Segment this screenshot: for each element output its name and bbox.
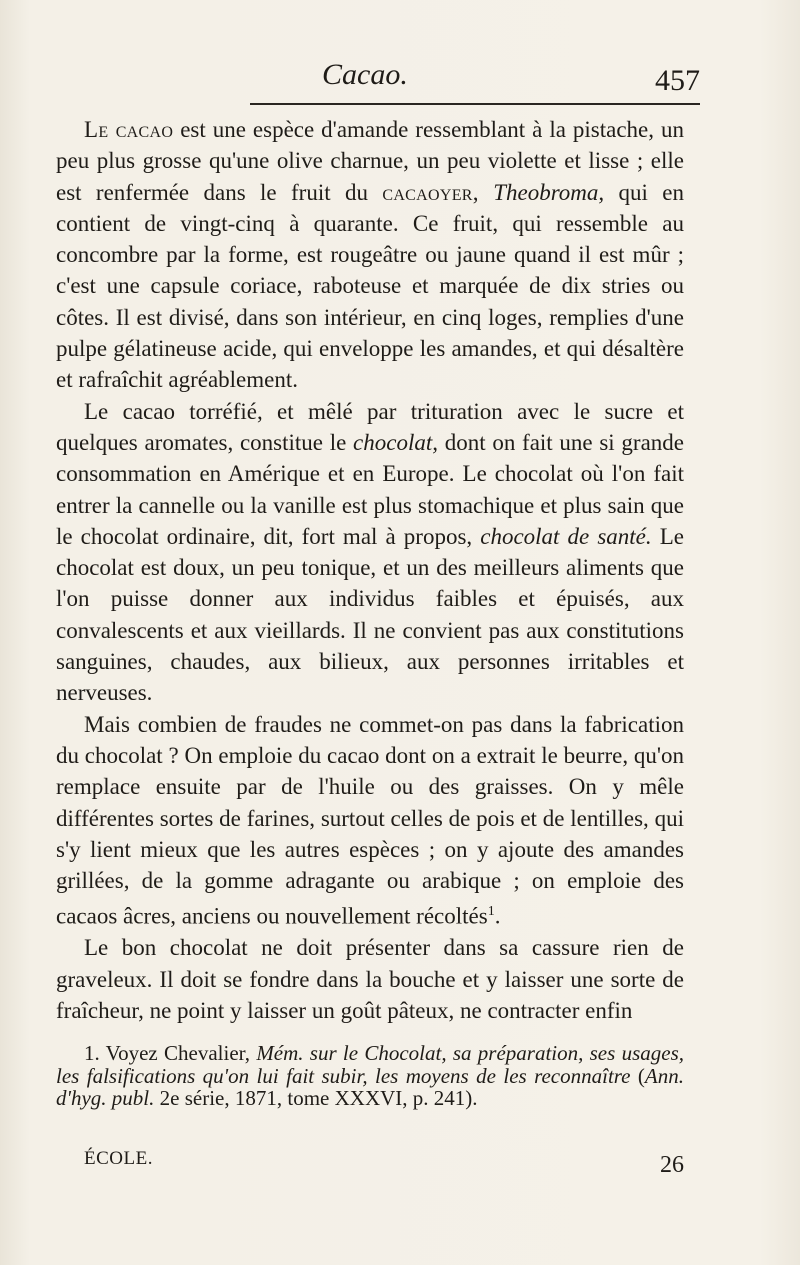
term-cacao: Le cacao <box>84 117 174 142</box>
term-chocolat-de-sante: chocolat de santé. <box>480 523 652 549</box>
text-span: ( <box>630 1063 645 1088</box>
footnotes <box>56 1042 684 1110</box>
text-span: qui en contient de vingt-cinq à quarante. Ce fruit, qui ressemble au concombre par la forme, est rougeâtre ou jaune quand il est mûr ; c'est une capsule coriace, raboteuse et marquée de dix stries ou côtes. Il est divisé, dans son intérieur, en cinq loges, remplies d'une pulpe gélatineuse acide, qui enveloppe les amandes, et qui désaltère et rafraîchit agréablement. <box>56 179 684 393</box>
running-title: Cacao. <box>322 58 408 91</box>
paragraph-2 <box>56 396 684 709</box>
page-header <box>320 58 700 108</box>
body-text <box>56 114 684 1026</box>
paragraph-1 <box>56 114 684 396</box>
text-span: . <box>494 904 501 930</box>
text-span <box>479 180 493 205</box>
text-span: est une espèce d'amande ressemblant à la pistache, un peu plus grosse qu'une olive charnue, un peu violette et lisse ; elle est renfermée dans le fruit du <box>56 117 684 205</box>
sheet-number: 26 <box>660 1152 684 1178</box>
text-span: 1. Voyez Chevalier, <box>84 1041 257 1065</box>
footnote-title: Mém. sur le Chocolat, sa préparation, ses usages, les falsifications qu'on lui fait subir, les moyens de les reconnaître <box>56 1041 684 1088</box>
text-span: Mais combien de fraudes ne commet-on pas dans la fabrication du chocolat ? On emploie du cacao dont on a extrait le beurre, qu'on remplace ensuite par de l'huile ou des graisses. On y mêle différentes sortes de farines, surtout celles de pois et de lentilles, qui s'y lient mieux que les autres espèces ; on y ajoute des amandes grillées, de la gomme adragante ou arabique ; on emploie des cacaos âcres, anciens ou nouvellement récoltés <box>56 711 684 930</box>
text-span: Le cacao torréfié, et mêlé par trituration avec le sucre et quelques aromates, constitue le <box>56 398 684 455</box>
text-span: dont on fait une si grande consommation en Amérique et en Europe. Le chocolat où l'on fait entrer la cannelle ou la vanille est plus stomachique et plus sain que le chocolat ordinaire, dit, fort mal à propos, <box>56 429 684 549</box>
signature-mark: ÉCOLE. <box>84 1148 153 1169</box>
footnote-journal: Ann. d'hyg. publ. <box>56 1063 684 1110</box>
footnote-ref[interactable]: 1 <box>487 904 495 920</box>
text-span: Le bon chocolat ne doit présenter dans sa cassure rien de graveleux. Il doit se fondre dans la bouche et y laisser une sorte de fraîcheur, ne point y laisser un goût pâteux, ne contracter enfin <box>56 935 684 1023</box>
page-number: 457 <box>655 64 700 97</box>
page-footer <box>84 1148 684 1188</box>
footnote-1 <box>56 1042 684 1110</box>
paragraph-4 <box>56 932 684 1026</box>
term-cacaoyer: cacaoyer, <box>382 179 479 205</box>
header-rule <box>250 103 700 105</box>
term-chocolat: chocolat, <box>353 429 438 455</box>
term-theobroma: Theobroma, <box>493 179 605 205</box>
text-span: 2e série, 1871, tome XXXVI, p. 241). <box>154 1086 478 1110</box>
paragraph-3 <box>56 709 684 933</box>
text-span: Le chocolat est doux, un peu tonique, et un des meilleurs aliments que l'on puisse donner aux individus faibles et épuisés, aux convalescents et aux vieillards. Il ne convient pas aux constitutions sanguines, chaudes, aux bilieux, aux personnes irritables et nerveuses. <box>56 523 684 706</box>
